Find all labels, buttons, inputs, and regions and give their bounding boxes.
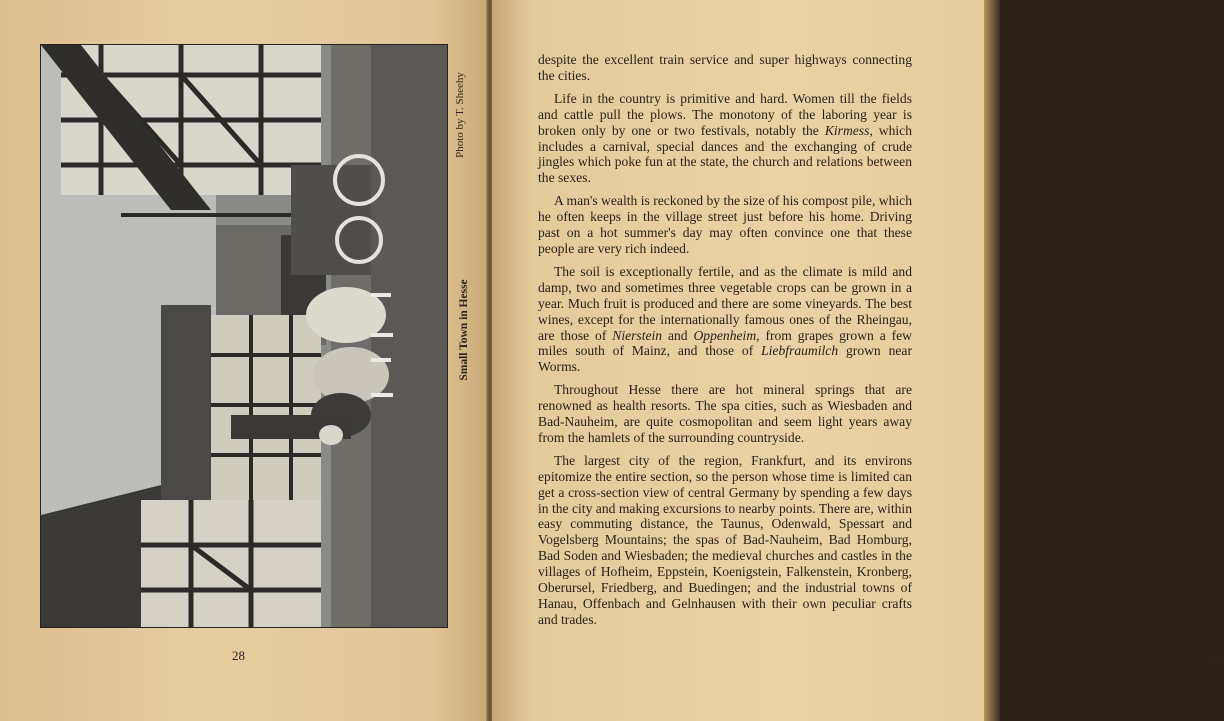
photo-credit — [448, 50, 472, 180]
photo-caption — [452, 250, 476, 410]
village-photo — [40, 44, 448, 628]
page-edge — [984, 0, 1000, 721]
body-paragraph: Throughout Hesse there are hot mineral springs that are renowned as health resorts. The spa cities, such as Wiesbaden and Bad-Nauheim, are quite cosmopolitan and seem light years away from the hamlets of the surrounding countryside. — [538, 382, 912, 445]
photo-credit-text: Photo by T. Sheehy — [454, 72, 466, 158]
body-paragraph: The largest city of the region, Frankfurt, and its environs epitomize the entire section, so the person whose time is limited can get a cross-section view of central Germany by spending a few days in the city and making excursions to nearby points. There are, within easy commuting distance, the Taunus, Odenwald, Spessart and Vogelsberg Mountains; the spas of Bad-Nauheim, Bad Homburg, Bad Soden and Wiesbaden; the medieval churches and castles in the villages of Hofheim, Eppstein, Koenigstein, Falkenstein, Kronberg, Oberursel, Friedberg, and Buedingen; and the industrial towns of Hanau, Offenbach and Gelnhausen with their own peculiar crafts and trades. — [538, 452, 912, 627]
italic-term: Liebfraumilch — [761, 343, 839, 359]
body-paragraph: The soil is exceptionally fertile, and as the climate is mild and damp, two and sometimes three vegetable crops can be grown in a year. Much fruit is produced and there are some vineyards. The best wines, except for the internationally famous ones of the Rheingau, are those of Nierstein and Oppenheim, from grapes grown a few miles south of Mainz, and those of Liebfraumilch grown near Worms. — [538, 263, 912, 375]
italic-term: Nierstein — [612, 327, 663, 343]
body-paragraph: A man's wealth is reckoned by the size of his compost pile, which he often keeps in the village street just before his home. Driving past on a hot summer's day may often convince one that these people are very rich indeed. — [538, 193, 912, 256]
page-number-right: 29 — [1211, 651, 1224, 666]
italic-term: Kirmess, — [824, 122, 873, 138]
page-number-left: 28 — [232, 648, 245, 663]
village-photo-image — [41, 45, 447, 627]
body-paragraph: Life in the country is primitive and hard. Women till the fields and cattle pull the plows. The monotony of the laboring year is broken only by one or two festivals, notably the Kirmess, which includes a carnival, special dances and the exchanging of crude jingles which poke fun at the state, the church and relations between the sexes. — [538, 90, 912, 186]
body-text — [538, 52, 912, 635]
photo-caption-text: Small Town in Hesse — [458, 279, 470, 381]
italic-term: Oppenheim, — [693, 327, 760, 343]
left-page — [0, 0, 488, 721]
body-paragraph: despite the excellent train service and super highways connecting the cities. — [538, 52, 912, 83]
